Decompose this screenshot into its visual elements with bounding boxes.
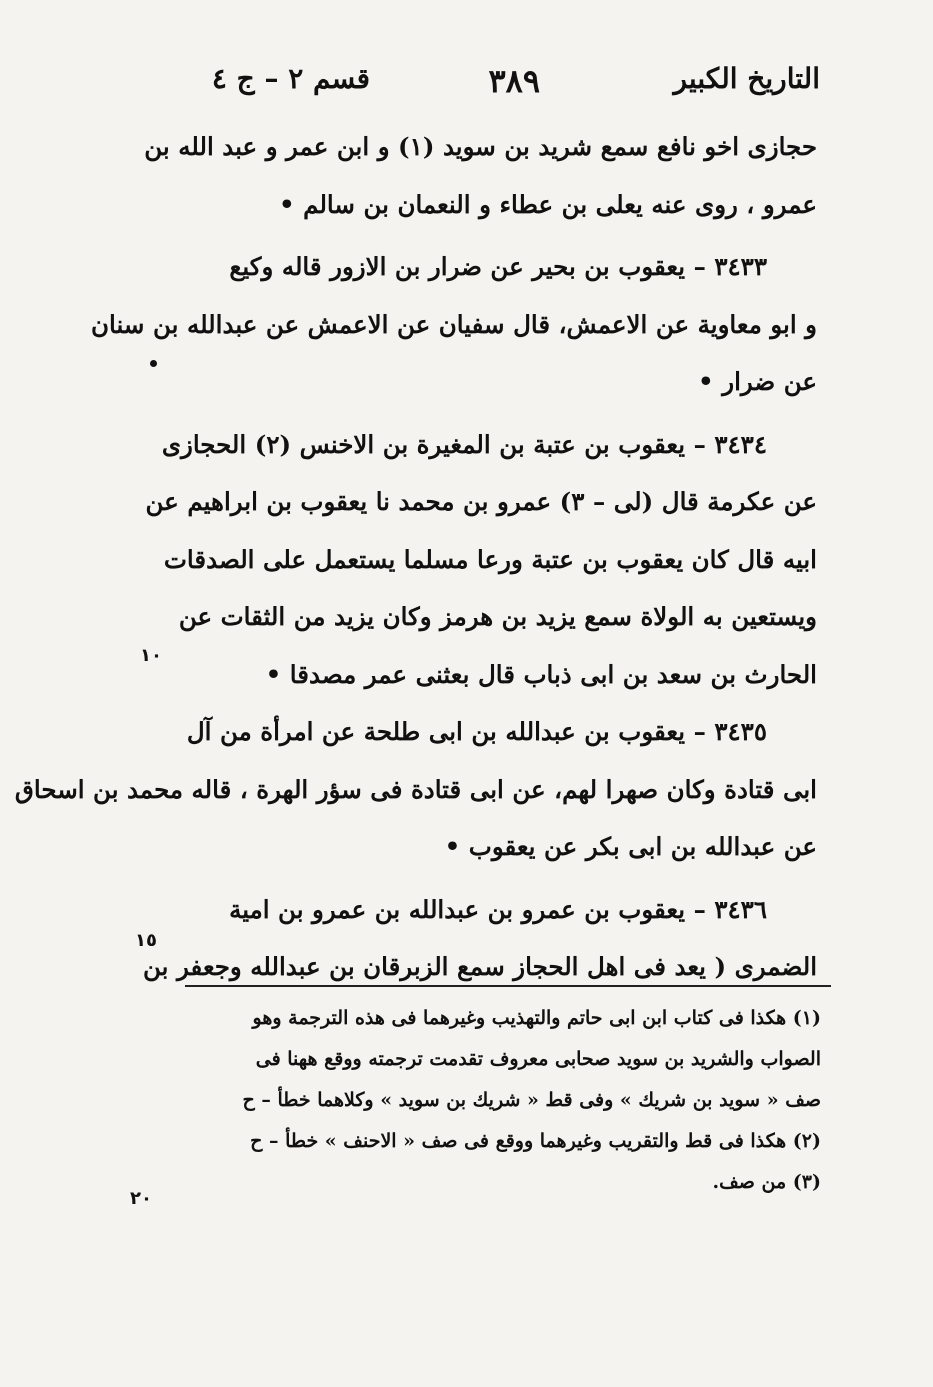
footnote-divider (185, 985, 831, 987)
text-line: ويستعين به الولاة سمع يزيد بن هرمز وكان يزيد من الثقات عن (178, 602, 817, 631)
line-number-15: ١٥ (135, 930, 157, 951)
entry-3433: ٣٤٣٣ – يعقوب بن بحير عن ضرار بن الازور قاله وكيع (229, 252, 767, 281)
text-line: الحارث بن سعد بن ابى ذباب قال بعثنى عمر مصدقا • (265, 659, 817, 689)
volume-part: قسم ٢ – ج ٤ (211, 62, 370, 95)
text-line: ابى قتادة وكان صهرا لهم، عن ابى قتادة فى سؤر الهرة ، قاله محمد بن اسحاق (14, 774, 817, 804)
margin-dot (150, 360, 157, 367)
footnote-line: (٣) من صف. (712, 1171, 821, 1193)
text-line: ابيه قال كان يعقوب بن عتبة ورعا مسلما يستعمل على الصدقات (163, 544, 817, 574)
text-line: عن ضرار • (698, 367, 817, 396)
line-number-10: ١٠ (140, 645, 162, 666)
footnote-line: (١) هكذا فى كتاب ابن ابى حاتم والتهذيب وغيرهما فى هذه الترجمة وهو (252, 1007, 821, 1029)
footnote-line: صف « سويد بن شريك » وفى قط « شريك بن سويد » وكلاهما خطأ – ح (242, 1089, 821, 1111)
text-line: الضمرى ( يعد فى اهل الحجاز سمع الزبرقان بن عبدالله وجعفر بن (143, 952, 817, 981)
running-header (190, 62, 820, 112)
text-line: عمرو ، روى عنه يعلى بن عطاء و النعمان بن سالم • (278, 189, 817, 219)
text-line: و ابو معاوية عن الاعمش، قال سفيان عن الاعمش عن عبدالله بن سنان (91, 309, 817, 339)
text-line: عن عكرمة قال (لى – ٣) عمرو بن محمد نا يعقوب بن ابراهيم عن (145, 487, 817, 516)
entry-3435: ٣٤٣٥ – يعقوب بن عبدالله بن ابى طلحة عن امرأة من آل (186, 717, 767, 746)
entry-3434: ٣٤٣٤ – يعقوب بن عتبة بن المغيرة بن الاخنس (٢) الحجازى (161, 429, 767, 459)
footnotes (185, 998, 821, 1203)
footnote-line: (٢) هكذا فى قط والتقريب وغيرهما ووقع فى صف « الاحنف » خطأ – ح (250, 1130, 821, 1152)
book-title: التاريخ الكبير (673, 62, 820, 95)
line-number-20: ٢٠ (130, 1188, 152, 1209)
text-line: حجازى اخو نافع سمع شريد بن سويد (١) و ابن عمر و عبد الله بن (144, 132, 817, 161)
text-line: عن عبدالله بن ابى بكر عن يعقوب • (444, 832, 817, 861)
footnote-line: الصواب والشريد بن سويد صحابى معروف تقدمت ترجمته ووقع ههنا فى (255, 1048, 821, 1070)
page-number: ٣٨٩ (488, 62, 540, 100)
entry-3436: ٣٤٣٦ – يعقوب بن عمرو بن عبدالله بن عمرو بن امية (229, 894, 767, 924)
